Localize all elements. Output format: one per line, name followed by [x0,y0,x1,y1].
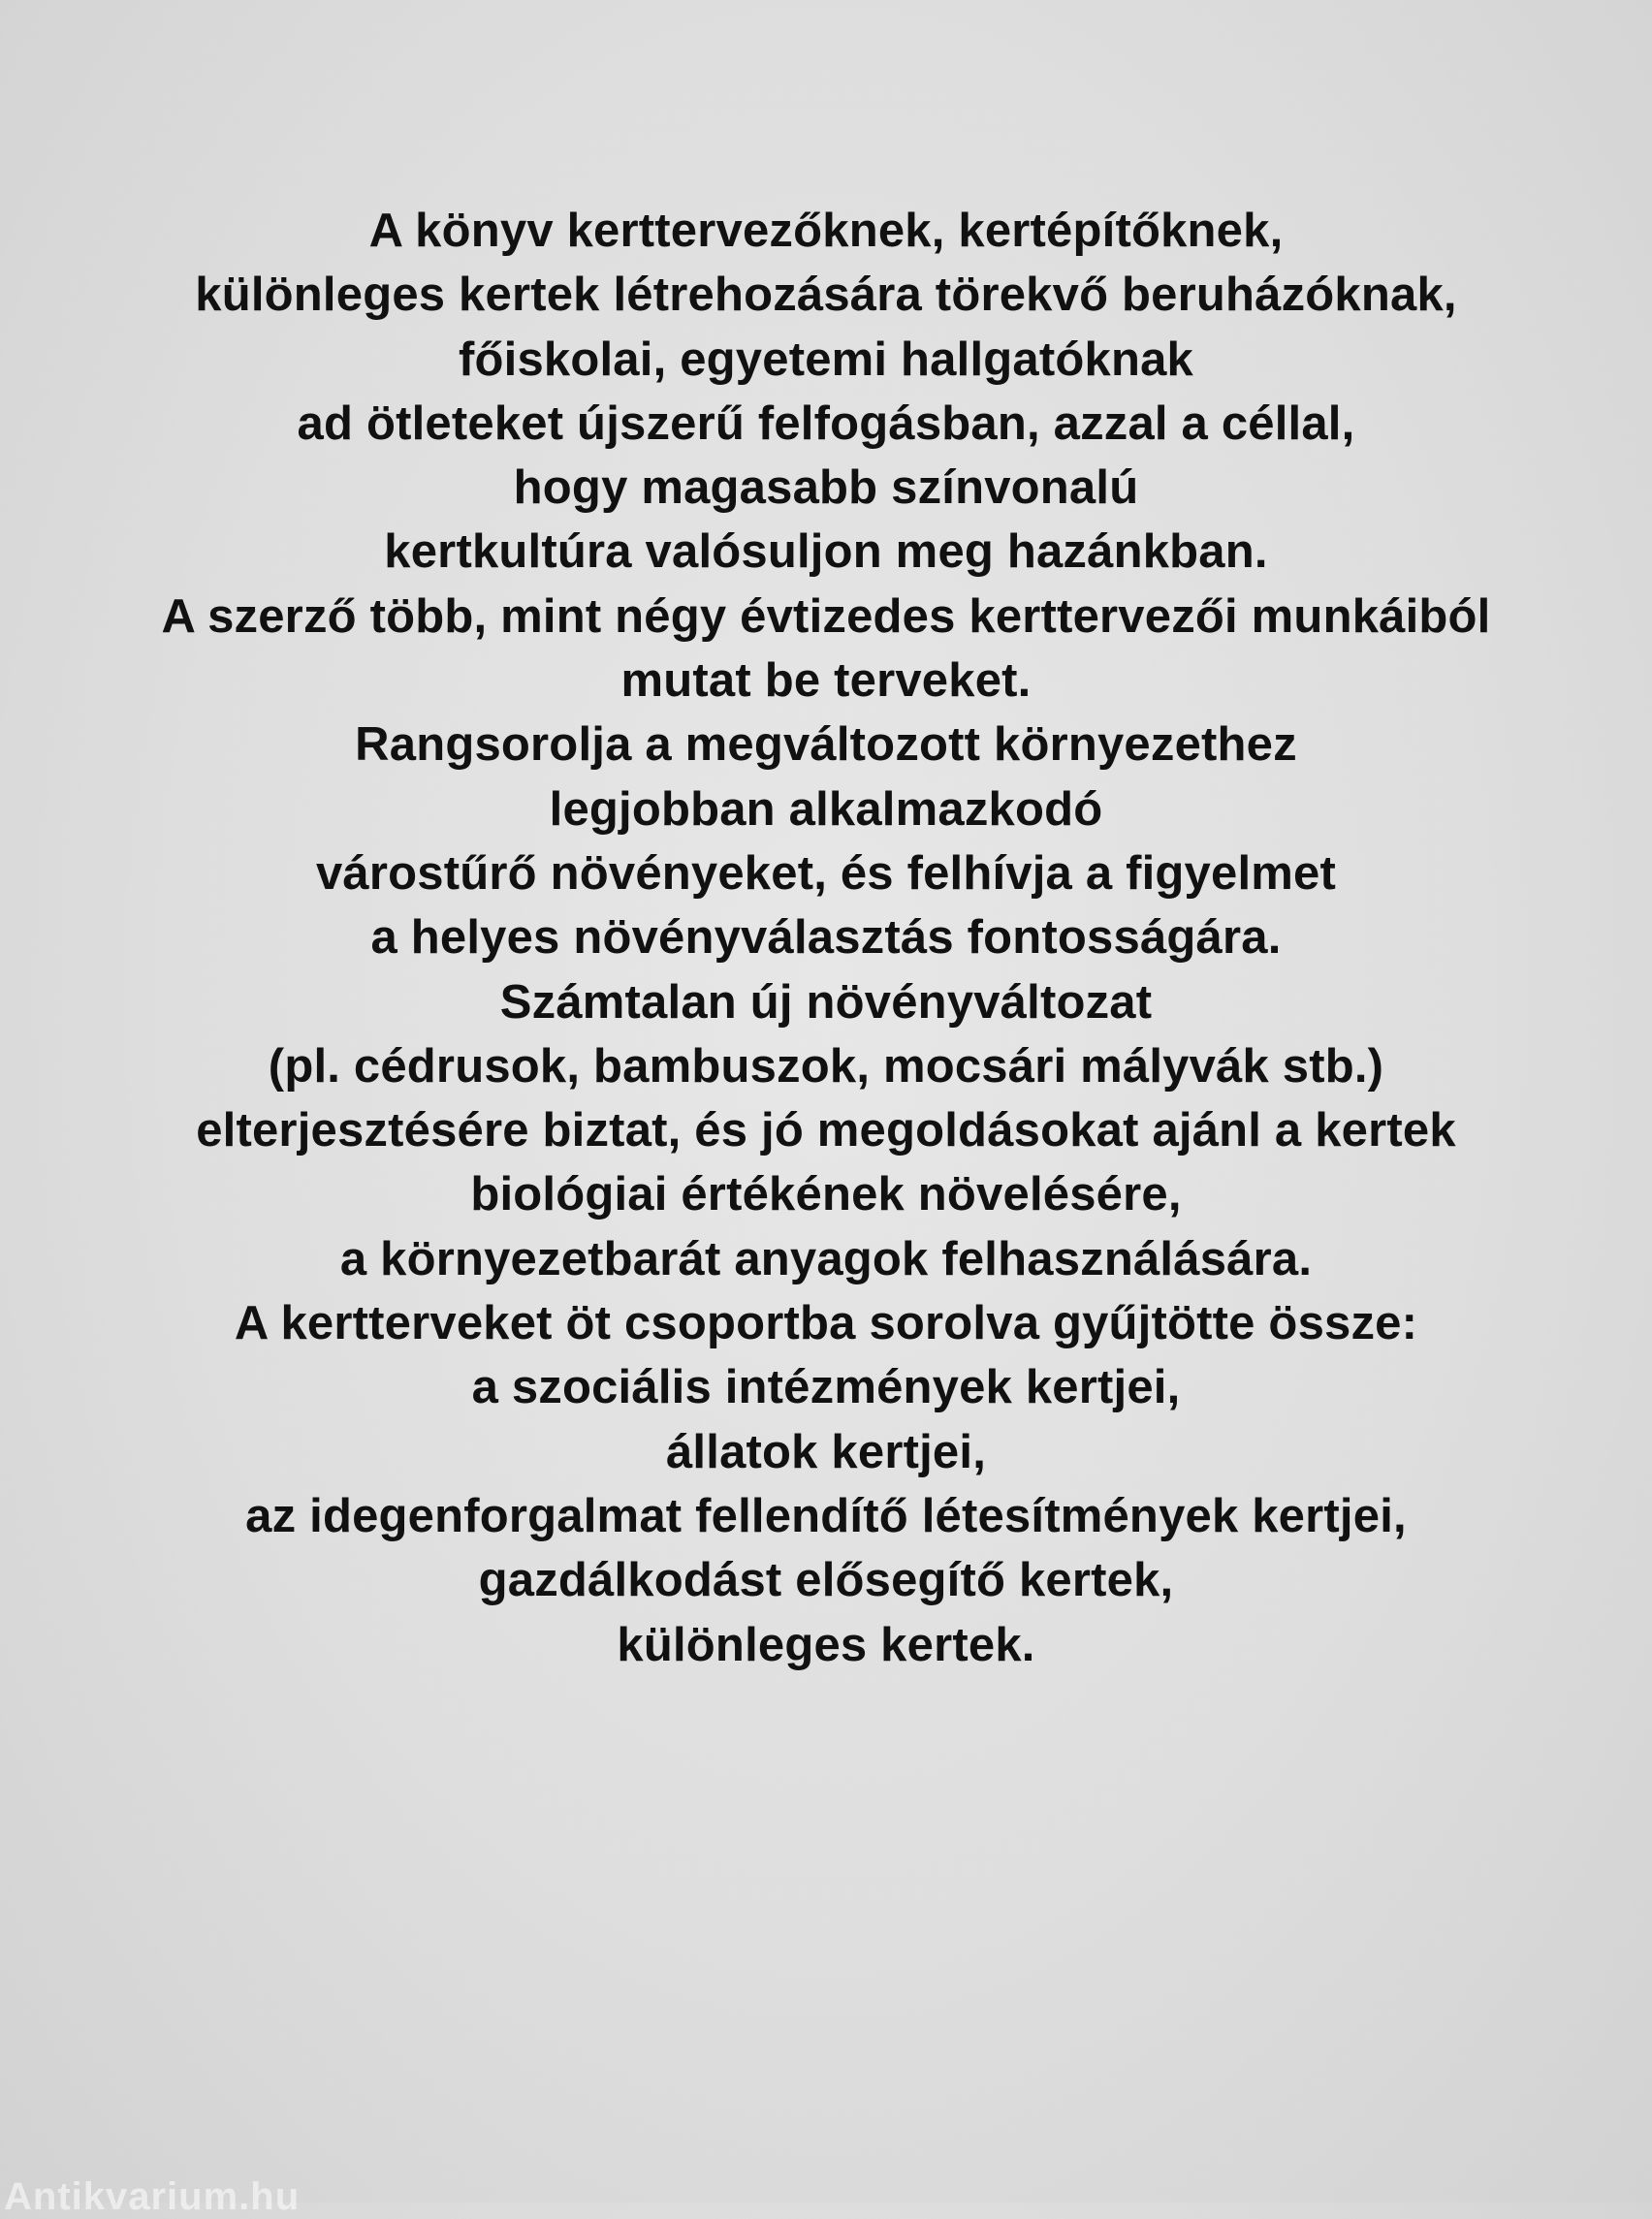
text-line: a szociális intézmények kertjei, [471,1361,1181,1414]
text-line: (pl. cédrusok, bambuszok, mocsári mályvák stb.) [268,1039,1384,1093]
text-line: különleges kertek. [617,1618,1035,1671]
text-line: legjobban alkalmazkodó [549,782,1103,836]
text-line: különleges kertek létrehozására törekvő beruházóknak, [195,269,1457,322]
text-line: kertkultúra valósuljon meg hazánkban. [384,525,1268,579]
text-line: várostűrő növényeket, és felhívja a figyelmet [315,846,1337,900]
text-line: főiskolai, egyetemi hallgatóknak [459,333,1193,386]
text-line: A kertterveket öt csoportba sorolva gyűjtötte össze: [234,1297,1418,1350]
watermark-text: Antikvarium.hu [4,2175,301,2218]
text-line: az idegenforgalmat fellendítő létesítmények kertjei, [245,1489,1407,1542]
text-line: A szerző több, mint négy évtizedes kerttervezői munkáiból [161,589,1491,643]
text-line: Rangsorolja a megváltozott környezethez [355,718,1297,772]
text-line: elterjesztésére biztat, és jó megoldásokat ajánl a kertek [196,1104,1456,1157]
text-line: biológiai értékének növelésére, [470,1168,1182,1221]
text-line: állatok kertjei, [665,1425,987,1478]
text-line: a környezetbarát anyagok felhasználására. [339,1232,1313,1285]
text-line: Számtalan új növényváltozat [499,975,1153,1029]
cover-description-text [39,199,1613,1677]
text-line: a helyes növényválasztás fontosságára. [370,911,1282,965]
text-line: mutat be terveket. [620,654,1032,708]
text-line: ad ötleteket újszerű felfogásban, azzal a céllal, [297,396,1355,450]
text-line: gazdálkodást elősegítő kertek, [478,1554,1174,1607]
text-line: A könyv kerttervezőknek, kertépítőknek, [368,205,1284,257]
text-line: hogy magasabb színvonalú [513,461,1139,515]
